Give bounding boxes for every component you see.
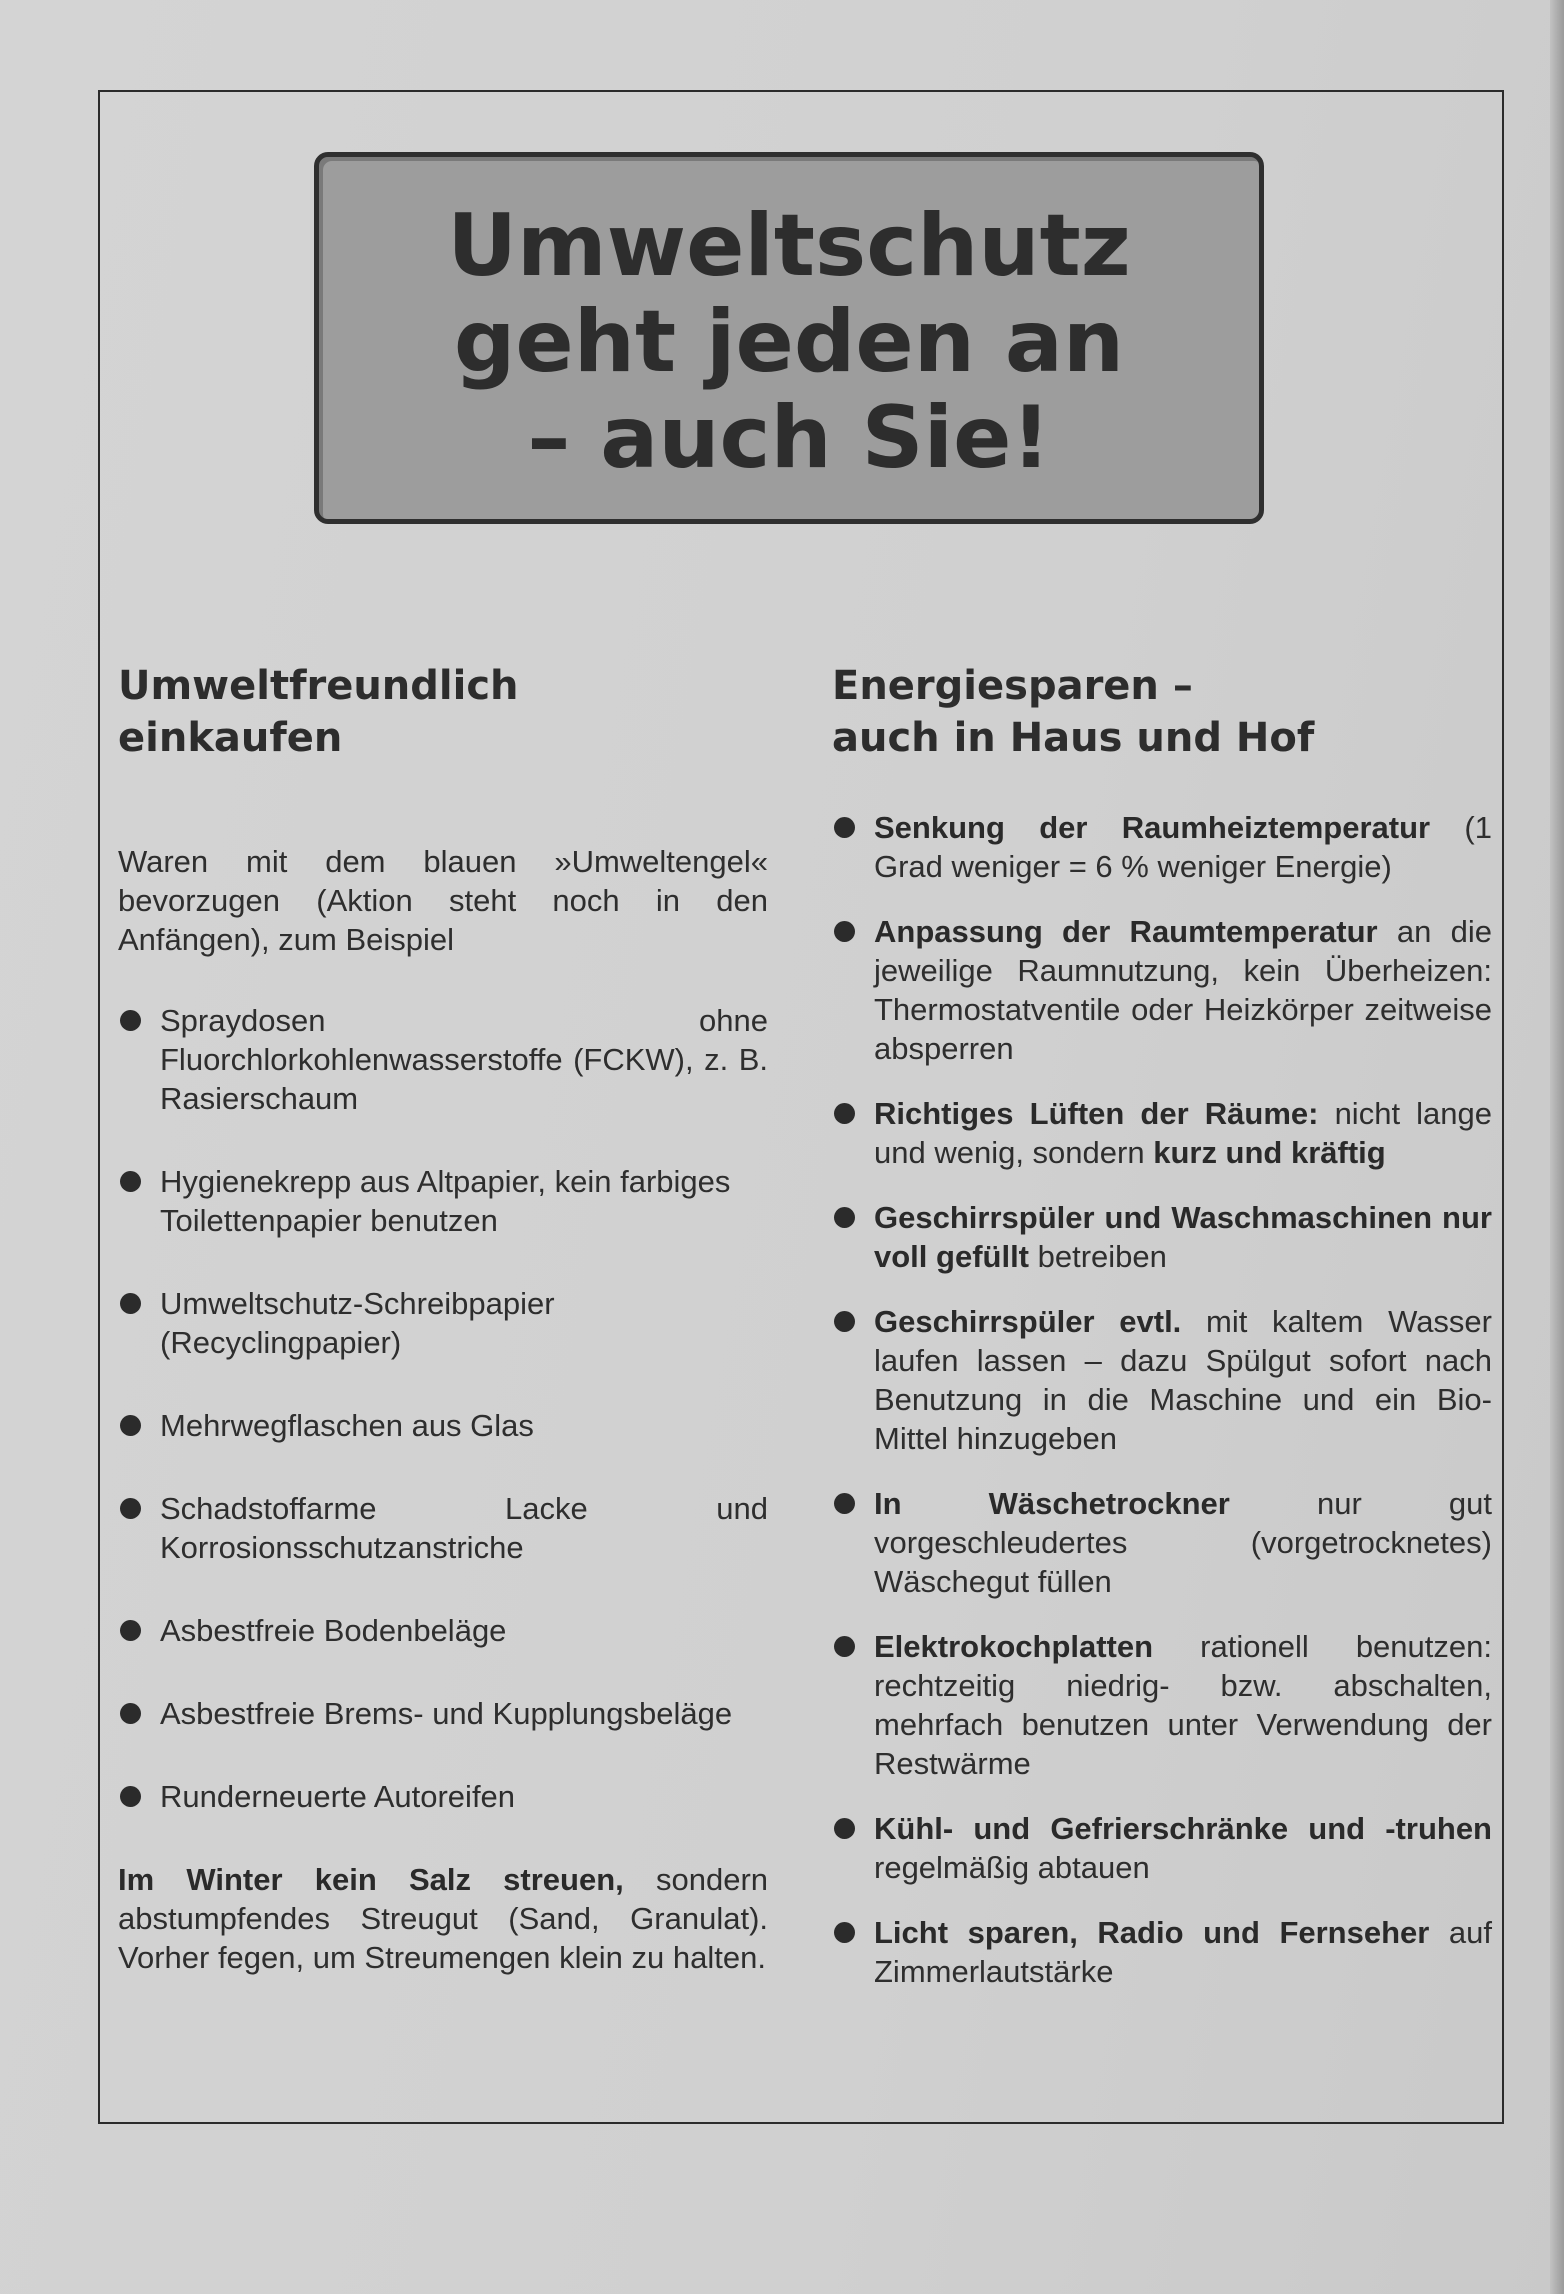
list-item xyxy=(118,1694,768,1733)
left-heading-line-2: einkaufen xyxy=(118,715,343,761)
list-item-text: an die jeweilige Raumnutzung, kein Überheizen: Thermostatventile oder Heizkörper zeitweise absperren xyxy=(874,914,1492,1066)
bullet-icon xyxy=(834,1103,855,1124)
bullet-icon xyxy=(120,1786,141,1807)
list-item-bold: Licht sparen, Radio und Fernseher xyxy=(874,1915,1430,1950)
list-item-text: auf Zimmerlautstärke xyxy=(874,1915,1492,1989)
page-edge-shadow xyxy=(1550,0,1564,2294)
bullet-icon xyxy=(120,1703,141,1724)
right-heading-line-1: Energiesparen – xyxy=(832,663,1193,709)
list-item-text: Schadstoffarme Lacke und Korrosionsschutzanstriche xyxy=(160,1491,768,1565)
list-item xyxy=(832,1627,1492,1783)
bullet-icon xyxy=(120,1498,141,1519)
page-title xyxy=(447,198,1131,486)
list-item-text: nur gut vorgeschleudertes (vorgetrocknetes) Wäschegut füllen xyxy=(874,1486,1492,1599)
right-heading-line-2: auch in Haus und Hof xyxy=(832,715,1315,761)
bullet-icon xyxy=(120,1293,141,1314)
list-item-text: regelmäßig abtauen xyxy=(874,1850,1150,1885)
left-heading-line-1: Umweltfreundlich xyxy=(118,663,519,709)
list-item xyxy=(832,1809,1492,1887)
title-line-2: geht jeden an xyxy=(453,292,1125,392)
list-item-bold: Elektrokochplatten xyxy=(874,1629,1154,1664)
left-intro: Waren mit dem blauen »Umweltengel« bevorzugen (Aktion steht noch in den Anfängen), zum Beispiel xyxy=(118,844,768,957)
list-item-text: Hygienekrepp aus Altpapier, kein farbiges Toilettenpapier benutzen xyxy=(160,1164,731,1238)
list-item xyxy=(118,1001,768,1118)
bullet-icon xyxy=(834,1636,855,1657)
bullet-icon xyxy=(834,1311,855,1332)
list-item xyxy=(832,1302,1492,1458)
list-item-text: Asbestfreie Bodenbeläge xyxy=(160,1613,507,1648)
list-item xyxy=(832,1913,1492,1991)
list-item-bold: In Wäschetrockner xyxy=(874,1486,1230,1521)
bullet-icon xyxy=(120,1171,141,1192)
list-item-text: Umweltschutz-Schreibpapier (Recyclingpapier) xyxy=(160,1286,555,1360)
list-item-text: betreiben xyxy=(1029,1239,1167,1274)
list-item-text: mit kaltem Wasser laufen lassen – dazu Spülgut sofort nach Benutzung in die Maschine und ein Bio-Mittel hinzugeben xyxy=(874,1304,1492,1456)
bullet-icon xyxy=(120,1620,141,1641)
list-item-bold: Senkung der Raumheiztemperatur xyxy=(874,810,1431,845)
right-column xyxy=(832,660,1492,2017)
title-line-1: Umweltschutz xyxy=(447,196,1131,296)
list-item xyxy=(832,1094,1492,1172)
bullet-icon xyxy=(120,1010,141,1031)
bullet-icon xyxy=(834,1207,855,1228)
list-item-text: nicht lange und wenig, sondern xyxy=(874,1096,1493,1170)
list-item xyxy=(118,1284,768,1362)
list-item-text: Asbestfreie Brems- und Kupplungsbeläge xyxy=(160,1696,733,1731)
list-item-text: (1 Grad weniger = 6 % weniger Energie) xyxy=(874,810,1492,884)
list-item-text: Runderneuerte Autoreifen xyxy=(160,1779,516,1814)
list-item-bold: Kühl- und Gefrierschränke und -truhen xyxy=(874,1811,1492,1846)
list-item xyxy=(118,1489,768,1567)
title-line-3: – auch Sie! xyxy=(527,388,1051,488)
right-list xyxy=(832,808,1492,1991)
bullet-icon xyxy=(834,1922,855,1943)
left-column xyxy=(118,660,768,1977)
list-item-bold: Anpassung der Raumtemperatur xyxy=(874,914,1378,949)
winter-note xyxy=(118,1860,768,1977)
left-list xyxy=(118,1001,768,1816)
bullet-icon xyxy=(834,817,855,838)
list-item-text: Mehrwegflaschen aus Glas xyxy=(160,1408,534,1443)
bullet-icon xyxy=(834,921,855,942)
list-item xyxy=(832,1484,1492,1601)
list-item-bold: Geschirrspüler und Waschmaschinen nur voll gefüllt xyxy=(874,1200,1492,1274)
list-item-bold: Richtiges Lüften der Räume: xyxy=(874,1096,1319,1131)
right-heading xyxy=(832,660,1492,764)
bullet-icon xyxy=(834,1818,855,1839)
bullet-icon xyxy=(834,1493,855,1514)
list-item xyxy=(118,1777,768,1816)
list-item-bold-2: kurz und kräftig xyxy=(1153,1135,1386,1170)
list-item xyxy=(118,1162,768,1240)
list-item-bold: Geschirrspüler evtl. xyxy=(874,1304,1182,1339)
title-box xyxy=(314,152,1264,524)
list-item xyxy=(832,808,1492,886)
winter-note-text: sondern abstumpfendes Streugut (Sand, Granulat). Vorher fegen, um Streumengen klein zu halten. xyxy=(118,1862,769,1975)
list-item xyxy=(832,1198,1492,1276)
list-item xyxy=(118,1406,768,1445)
list-item-text: Spraydosen ohne Fluorchlorkohlenwasserstoffe (FCKW), z. B. Rasierschaum xyxy=(160,1003,768,1116)
winter-note-bold: Im Winter kein Salz streuen, xyxy=(118,1862,624,1897)
list-item xyxy=(118,1611,768,1650)
bullet-icon xyxy=(120,1415,141,1436)
list-item xyxy=(832,912,1492,1068)
list-item-text: rationell benutzen: rechtzeitig niedrig- bzw. abschalten, mehrfach benutzen unter Verwendung der Restwärme xyxy=(874,1629,1492,1781)
left-heading xyxy=(118,660,768,764)
